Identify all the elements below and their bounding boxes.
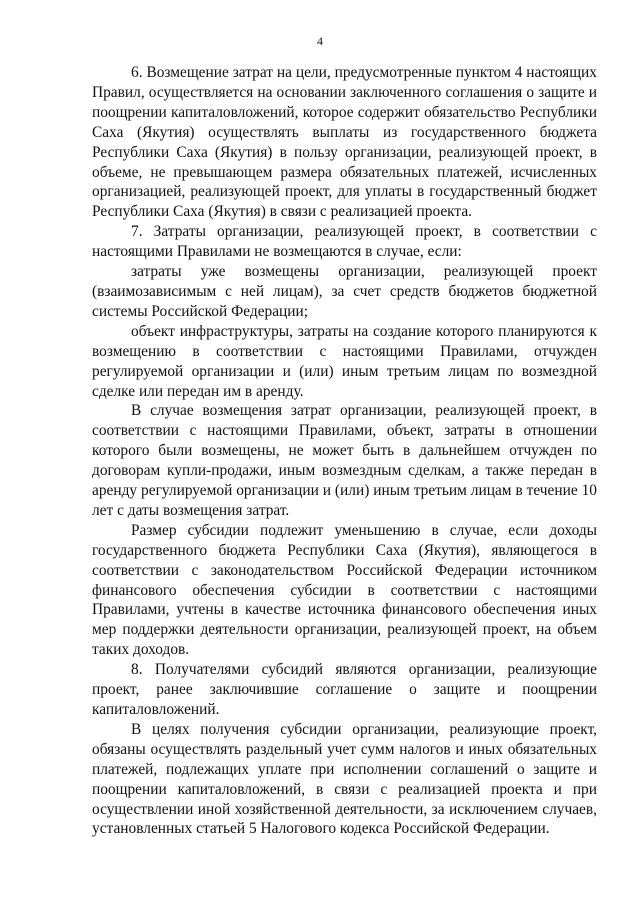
paragraph-7-reduction: Размер субсидии подлежит уменьшению в случае, если доходы государственного бюджета Республики Саха (Якутия), являющегося в соответствии с законодательством Российской Федерации источником финансового обеспечения субсидии в соответствии с настоящими Правилами, учтены в качестве источника финансового обеспечения иных мер поддержки деятельности организации, реализующей проект, на объем таких доходов. <box>92 521 597 659</box>
paragraph-7-item-1: затраты уже возмещены организации, реализующей проект (взаимозависимым с ней лицам), за счет средств бюджетов бюджетной системы Российской Федерации; <box>92 263 597 320</box>
document-body <box>92 63 597 839</box>
paragraph-7-item-2: объект инфраструктуры, затраты на создание которого планируются к возмещению в соответствии с настоящими Правилами, отчужден регулируемой организации и (или) иным третьим лицам по возмездной сделке или передан им в аренду. <box>92 322 597 400</box>
paragraph-7-restriction: В случае возмещения затрат организации, реализующей проект, в соответствии с настоящими Правилами, объект, затраты в отношении которого были возмещены, не может быть в дальнейшем отчужден по договорам купли-продажи, иным возмездным сделкам, а также передан в аренду регулируемой организации и (или) иным третьим лицам в течение 10 лет с даты возмещения затрат. <box>92 402 597 519</box>
page-number: 4 <box>317 34 323 48</box>
paragraph-8-accounting: В целях получения субсидии организации, реализующие проект, обязаны осуществлять раздельный учет сумм налогов и иных обязательных платежей, подлежащих уплате при исполнении соглашений о защите и поощрении капиталовложений, в связи с реализацией проекта и при осуществлении иной хозяйственной деятельности, за исключением случаев, установленных статьей 5 Налогового кодекса Российской Федерации. <box>92 720 597 838</box>
paragraph-7: 7. Затраты организации, реализующей проект, в соответствии с настоящими Правилами не возмещаются в случае, если: <box>92 223 597 261</box>
paragraph-8: 8. Получателями субсидий являются организации, реализующие проект, ранее заключившие соглашение о защите и поощрении капиталовложений. <box>92 661 597 718</box>
paragraph-6: 6. Возмещение затрат на цели, предусмотренные пунктом 4 настоящих Правил, осуществляется на основании заключенного соглашения о защите и поощрении капиталовложений, которое содержит обязательство Республики Саха (Якутия) осуществлять выплаты из государственного бюджета Республики Саха (Якутия) в пользу организации, реализующей проект, в объеме, не превышающем размера обязательных платежей, исчисленных организацией, реализующей проект, для уплаты в государственный бюджет Республики Саха (Якутия) в связи с реализацией проекта. <box>92 64 597 221</box>
